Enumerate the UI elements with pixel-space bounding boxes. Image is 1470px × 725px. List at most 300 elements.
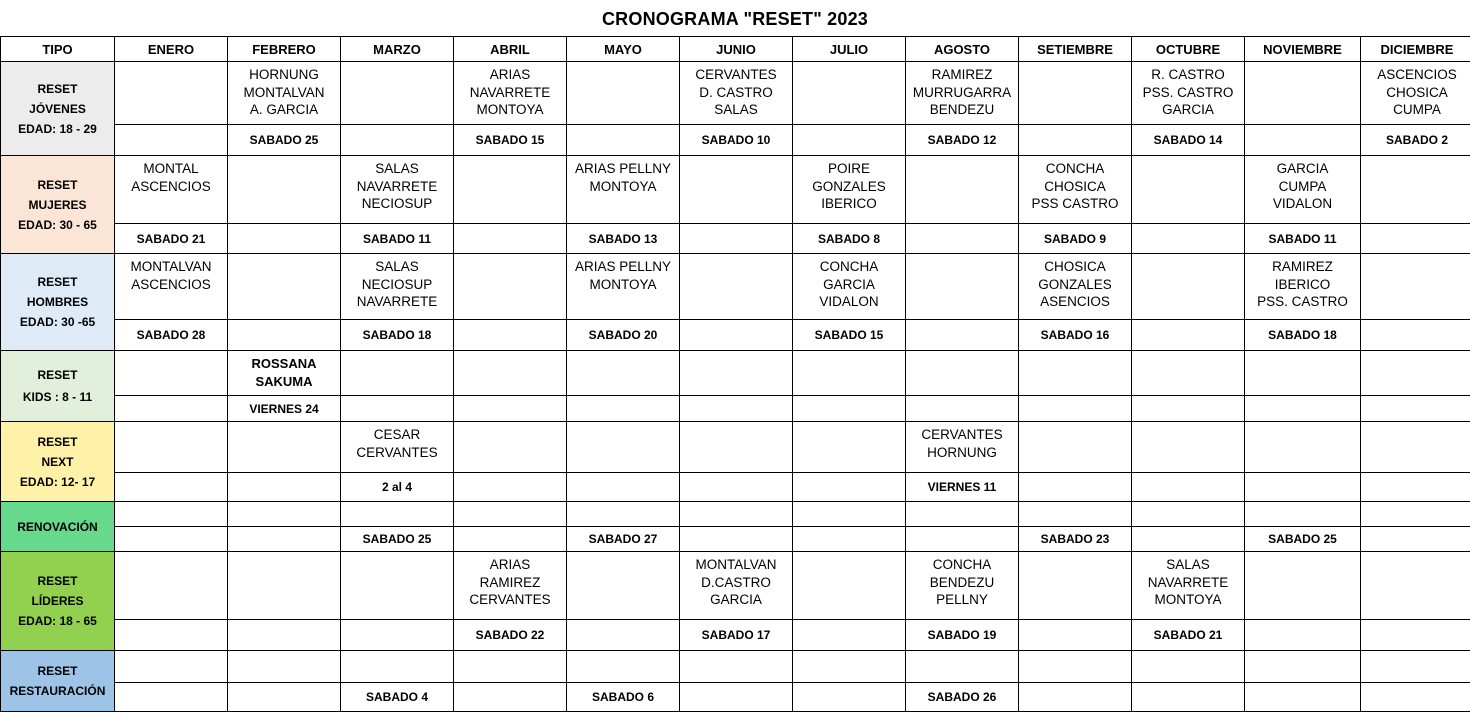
person-name: SALAS	[375, 259, 419, 274]
date-cell: SABADO 19	[906, 620, 1019, 651]
names-cell	[228, 254, 341, 320]
person-name: GARCIA	[1276, 161, 1329, 176]
date-cell: SABADO 16	[1019, 320, 1132, 351]
names-cell	[228, 62, 341, 125]
tipo-jovenes	[1, 62, 115, 156]
names-cell	[115, 422, 228, 473]
person-name: ARIAS PELLNY	[574, 259, 672, 274]
date-cell	[115, 527, 228, 552]
names-cell	[1361, 552, 1470, 620]
tipo-line: JÓVENES	[29, 101, 86, 116]
row-lideres-names	[1, 552, 1470, 620]
person-name: ASCENCIOS	[131, 178, 211, 194]
header-month: MARZO	[341, 37, 454, 62]
tipo-line: MUJERES	[28, 197, 87, 212]
date-cell	[1132, 527, 1245, 552]
date-cell	[906, 224, 1019, 254]
row-hombres-dates	[1, 320, 1470, 351]
names-cell	[1245, 254, 1361, 320]
person-name: CONCHA	[819, 259, 879, 274]
person-name: PSS. CASTRO	[1142, 84, 1234, 100]
names-cell	[1245, 62, 1361, 125]
date-cell	[115, 620, 228, 651]
date-cell	[1361, 224, 1470, 254]
person-name: MONTALVAN	[130, 259, 212, 274]
date-cell	[228, 320, 341, 351]
tipo-line: RESET	[37, 664, 78, 678]
person-name: ARIAS	[489, 557, 531, 572]
date-cell: SABADO 21	[1132, 620, 1245, 651]
tipo-line: RESTAURACIÓN	[9, 684, 106, 698]
names-cell	[1361, 651, 1470, 683]
person-name: ASENCIOS	[1040, 294, 1110, 309]
date-cell: SABADO 20	[567, 320, 680, 351]
names-cell	[341, 552, 454, 620]
person-name: HORNUNG	[249, 67, 319, 82]
header-month: SETIEMBRE	[1019, 37, 1132, 62]
date-cell	[906, 396, 1019, 422]
names-cell	[454, 351, 567, 396]
date-cell	[680, 527, 793, 552]
names-cell	[1245, 502, 1361, 527]
date-cell: SABADO 18	[341, 320, 454, 351]
names-cell	[906, 156, 1019, 224]
date-cell	[906, 320, 1019, 351]
date-cell	[1245, 396, 1361, 422]
names-cell	[567, 552, 680, 620]
names-cell	[567, 651, 680, 683]
person-name: POIRE	[827, 161, 870, 176]
tipo-hombres	[1, 254, 115, 351]
date-cell	[1132, 473, 1245, 502]
person-name: MONTOYA	[589, 178, 657, 194]
date-cell	[680, 473, 793, 502]
names-cell	[906, 552, 1019, 620]
tipo-line: RESET	[37, 81, 78, 96]
date-cell	[567, 620, 680, 651]
row-next-names	[1, 422, 1470, 473]
names-cell	[793, 62, 906, 125]
date-cell	[680, 396, 793, 422]
person-name: CHOSICA	[1044, 178, 1106, 194]
schedule-table	[0, 36, 1470, 712]
names-cell	[1245, 422, 1361, 473]
tipo-line: RESET	[37, 434, 78, 449]
date-cell	[115, 683, 228, 712]
tipo-line: RENOVACIÓN	[17, 519, 98, 534]
header-row	[1, 37, 1470, 62]
names-cell	[1245, 552, 1361, 620]
names-cell	[906, 254, 1019, 320]
names-cell	[567, 422, 680, 473]
person-name: PELLNY	[936, 592, 988, 607]
names-cell	[454, 651, 567, 683]
header-month: FEBRERO	[228, 37, 341, 62]
tipo-line: EDAD: 18 - 65	[18, 614, 97, 628]
names-cell	[1361, 422, 1470, 473]
header-month: JUNIO	[680, 37, 793, 62]
date-cell: SABADO 25	[341, 527, 454, 552]
person-name: NAVARRETE	[1147, 574, 1229, 590]
date-cell: SABADO 9	[1019, 224, 1132, 254]
names-cell	[1361, 254, 1470, 320]
date-cell	[1019, 620, 1132, 651]
names-cell	[115, 351, 228, 396]
person-name: CERVANTES	[695, 67, 777, 82]
date-cell	[228, 620, 341, 651]
date-cell	[1361, 320, 1470, 351]
row-renovacion-dates	[1, 527, 1470, 552]
person-name: MONTALVAN	[243, 84, 325, 100]
date-cell: SABADO 17	[680, 620, 793, 651]
date-cell	[341, 620, 454, 651]
names-cell	[454, 552, 567, 620]
names-cell	[906, 651, 1019, 683]
names-cell	[1132, 351, 1245, 396]
person-name: SAKUMA	[255, 374, 313, 389]
person-name: CHOSICA	[1044, 259, 1106, 274]
names-cell	[906, 351, 1019, 396]
names-cell	[115, 156, 228, 224]
date-cell	[680, 683, 793, 712]
tipo-line: HOMBRES	[26, 295, 89, 309]
names-cell	[1132, 651, 1245, 683]
date-cell	[567, 396, 680, 422]
tipo-line: RESET	[37, 368, 78, 382]
date-cell	[793, 125, 906, 156]
person-name: RAMIREZ	[1272, 259, 1333, 274]
row-restauracion-names	[1, 651, 1470, 683]
names-cell	[341, 502, 454, 527]
date-cell	[1361, 527, 1470, 552]
tipo-line: RESET	[37, 275, 78, 289]
names-cell	[680, 254, 793, 320]
date-cell	[906, 527, 1019, 552]
person-name: CUMPA	[1278, 178, 1327, 194]
names-cell	[115, 552, 228, 620]
date-cell	[1245, 620, 1361, 651]
date-cell	[341, 125, 454, 156]
names-cell	[793, 651, 906, 683]
person-name: ASCENCIOS	[1377, 67, 1457, 82]
header-month: DICIEMBRE	[1361, 37, 1470, 62]
names-cell	[906, 502, 1019, 527]
names-cell	[454, 502, 567, 527]
names-cell	[906, 422, 1019, 473]
person-name: ARIAS	[489, 67, 531, 82]
header-month: ENERO	[115, 37, 228, 62]
names-cell	[1019, 62, 1132, 125]
person-name: CONCHA	[1045, 161, 1105, 176]
date-cell: SABADO 23	[1019, 527, 1132, 552]
date-cell	[793, 527, 906, 552]
row-hombres-names	[1, 254, 1470, 320]
names-cell	[680, 422, 793, 473]
date-cell	[1132, 396, 1245, 422]
names-cell	[1019, 552, 1132, 620]
date-cell	[1361, 620, 1470, 651]
person-name: ASCENCIOS	[131, 276, 211, 292]
schedule-body	[1, 62, 1470, 712]
names-cell	[1132, 254, 1245, 320]
person-name: GARCIA	[1162, 102, 1214, 117]
tipo-renovacion	[1, 502, 115, 552]
date-cell: VIERNES 11	[906, 473, 1019, 502]
header-month: NOVIEMBRE	[1245, 37, 1361, 62]
date-cell: SABADO 27	[567, 527, 680, 552]
date-cell	[793, 396, 906, 422]
date-cell: SABADO 6	[567, 683, 680, 712]
date-cell: VIERNES 24	[228, 396, 341, 422]
person-name: ARIAS PELLNY	[574, 161, 672, 176]
names-cell	[228, 651, 341, 683]
person-name: BENDEZU	[929, 574, 995, 590]
date-cell	[454, 527, 567, 552]
names-cell	[115, 254, 228, 320]
person-name: CUMPA	[1393, 102, 1441, 117]
tipo-line: KIDS : 8 - 11	[22, 390, 93, 404]
row-mujeres-dates	[1, 224, 1470, 254]
date-cell	[793, 473, 906, 502]
person-name: MONTAL	[143, 161, 199, 176]
person-name: MURRUGARRA	[912, 84, 1012, 100]
names-cell	[1245, 651, 1361, 683]
date-cell: SABADO 21	[115, 224, 228, 254]
person-name: VIDALON	[1272, 196, 1333, 211]
person-name: MONTOYA	[1154, 592, 1222, 607]
date-cell	[680, 224, 793, 254]
names-cell	[1361, 62, 1470, 125]
header-month: OCTUBRE	[1132, 37, 1245, 62]
person-name: CERVANTES	[921, 427, 1003, 442]
date-cell: SABADO 22	[454, 620, 567, 651]
date-cell	[115, 473, 228, 502]
names-cell	[793, 254, 906, 320]
tipo-line: EDAD: 12- 17	[19, 474, 96, 489]
date-cell: SABADO 10	[680, 125, 793, 156]
date-cell: SABADO 26	[906, 683, 1019, 712]
date-cell: SABADO 14	[1132, 125, 1245, 156]
names-cell	[1132, 62, 1245, 125]
person-name: PSS. CASTRO	[1257, 294, 1348, 309]
person-name: MONTALVAN	[695, 557, 777, 572]
date-cell: SABADO 13	[567, 224, 680, 254]
names-cell	[1019, 254, 1132, 320]
date-cell	[1361, 473, 1470, 502]
names-cell	[1361, 351, 1470, 396]
person-name: D.CASTRO	[701, 574, 771, 590]
names-cell	[1132, 422, 1245, 473]
names-cell	[567, 502, 680, 527]
person-name: HORNUNG	[927, 444, 997, 460]
date-cell	[793, 683, 906, 712]
names-cell	[341, 62, 454, 125]
names-cell	[1019, 422, 1132, 473]
date-cell	[1361, 683, 1470, 712]
person-name: MONTOYA	[476, 102, 544, 117]
names-cell	[1132, 552, 1245, 620]
date-cell	[1245, 473, 1361, 502]
date-cell	[1019, 473, 1132, 502]
header-tipo: TIPO	[1, 37, 115, 62]
date-cell	[454, 473, 567, 502]
header-month: MAYO	[567, 37, 680, 62]
names-cell	[1132, 502, 1245, 527]
person-name: A. GARCIA	[249, 102, 319, 117]
date-cell	[1132, 224, 1245, 254]
names-cell	[115, 502, 228, 527]
date-cell: SABADO 18	[1245, 320, 1361, 351]
names-cell	[228, 156, 341, 224]
person-name: CERVANTES	[469, 592, 551, 607]
person-name: SALAS	[714, 102, 758, 117]
person-name: MONTOYA	[589, 276, 657, 292]
date-cell	[1019, 125, 1132, 156]
tipo-line: EDAD: 30 - 65	[18, 217, 97, 232]
date-cell	[341, 396, 454, 422]
date-cell	[1245, 683, 1361, 712]
date-cell	[228, 683, 341, 712]
names-cell	[680, 156, 793, 224]
person-name: ROSSANA	[251, 356, 317, 371]
names-cell	[567, 62, 680, 125]
names-cell	[341, 156, 454, 224]
row-renovacion-names	[1, 502, 1470, 527]
names-cell	[341, 651, 454, 683]
names-cell	[793, 156, 906, 224]
date-cell	[228, 527, 341, 552]
date-cell: SABADO 28	[115, 320, 228, 351]
names-cell	[1361, 502, 1470, 527]
person-name: GONZALES	[1038, 276, 1112, 292]
names-cell	[567, 156, 680, 224]
row-mujeres-names	[1, 156, 1470, 224]
date-cell: SABADO 4	[341, 683, 454, 712]
date-cell: SABADO 25	[1245, 527, 1361, 552]
names-cell	[1361, 156, 1470, 224]
schedule-title: CRONOGRAMA "RESET" 2023	[601, 9, 869, 29]
person-name: R. CASTRO	[1151, 67, 1225, 82]
tipo-line: LÍDERES	[31, 594, 84, 608]
names-cell	[793, 502, 906, 527]
date-cell: SABADO 8	[793, 224, 906, 254]
person-name: NAVARRETE	[469, 84, 551, 100]
person-name: D. CASTRO	[699, 84, 773, 100]
names-cell	[793, 552, 906, 620]
row-kids-names	[1, 351, 1470, 396]
tipo-line: EDAD: 30 -65	[19, 315, 96, 329]
names-cell	[115, 651, 228, 683]
date-cell: SABADO 15	[454, 125, 567, 156]
tipo-line: NEXT	[41, 454, 74, 469]
date-cell	[567, 473, 680, 502]
tipo-next	[1, 422, 115, 502]
date-cell: SABADO 2	[1361, 125, 1470, 156]
names-cell	[1019, 351, 1132, 396]
names-cell	[567, 254, 680, 320]
person-name: PSS CASTRO	[1031, 196, 1119, 211]
date-cell	[680, 320, 793, 351]
row-jovenes-names	[1, 62, 1470, 125]
tipo-line: EDAD: 18 - 29	[18, 121, 97, 136]
person-name: VIDALON	[819, 294, 879, 309]
row-jovenes-dates	[1, 125, 1470, 156]
names-cell	[793, 422, 906, 473]
date-cell	[115, 125, 228, 156]
names-cell	[228, 422, 341, 473]
tipo-mujeres	[1, 156, 115, 254]
person-name: CHOSICA	[1386, 84, 1448, 100]
date-cell	[793, 620, 906, 651]
names-cell	[341, 254, 454, 320]
tipo-line: RESET	[37, 574, 78, 588]
names-cell	[1019, 156, 1132, 224]
header-month: AGOSTO	[906, 37, 1019, 62]
person-name: NECIOSUP	[361, 276, 433, 292]
names-cell	[454, 254, 567, 320]
person-name: BENDEZU	[929, 102, 995, 117]
person-name: RAMIREZ	[931, 67, 993, 82]
tipo-lideres	[1, 552, 115, 651]
row-next-dates	[1, 473, 1470, 502]
date-cell	[115, 396, 228, 422]
names-cell	[454, 62, 567, 125]
date-cell	[454, 396, 567, 422]
date-cell: SABADO 11	[1245, 224, 1361, 254]
row-lideres-dates	[1, 620, 1470, 651]
names-cell	[680, 651, 793, 683]
names-cell	[454, 422, 567, 473]
names-cell	[341, 351, 454, 396]
names-cell	[1132, 156, 1245, 224]
person-name: NECIOSUP	[361, 196, 433, 211]
names-cell	[228, 552, 341, 620]
date-cell: SABADO 25	[228, 125, 341, 156]
date-cell: SABADO 11	[341, 224, 454, 254]
names-cell	[793, 351, 906, 396]
date-cell	[454, 683, 567, 712]
date-cell: SABADO 12	[906, 125, 1019, 156]
names-cell	[1245, 351, 1361, 396]
tipo-kids	[1, 351, 115, 422]
person-name: CERVANTES	[356, 444, 438, 460]
date-cell	[454, 224, 567, 254]
header-month: ABRIL	[454, 37, 567, 62]
names-cell	[1245, 156, 1361, 224]
date-cell	[1245, 125, 1361, 156]
date-cell	[454, 320, 567, 351]
date-cell	[567, 125, 680, 156]
names-cell	[1019, 651, 1132, 683]
date-cell	[1019, 683, 1132, 712]
date-cell	[1019, 396, 1132, 422]
tipo-line: RESET	[37, 177, 78, 192]
names-cell	[906, 62, 1019, 125]
names-cell	[1019, 502, 1132, 527]
names-cell	[680, 62, 793, 125]
person-name: RAMIREZ	[479, 574, 541, 590]
person-name: IBERICO	[821, 196, 877, 211]
date-cell	[228, 224, 341, 254]
person-name: CESAR	[373, 427, 421, 442]
row-restauracion-dates	[1, 683, 1470, 712]
person-name: NAVARRETE	[356, 294, 438, 309]
person-name: GARCIA	[710, 592, 762, 607]
person-name: NAVARRETE	[356, 178, 438, 194]
date-cell: 2 al 4	[341, 473, 454, 502]
person-name: SALAS	[1166, 557, 1210, 572]
names-cell	[115, 62, 228, 125]
